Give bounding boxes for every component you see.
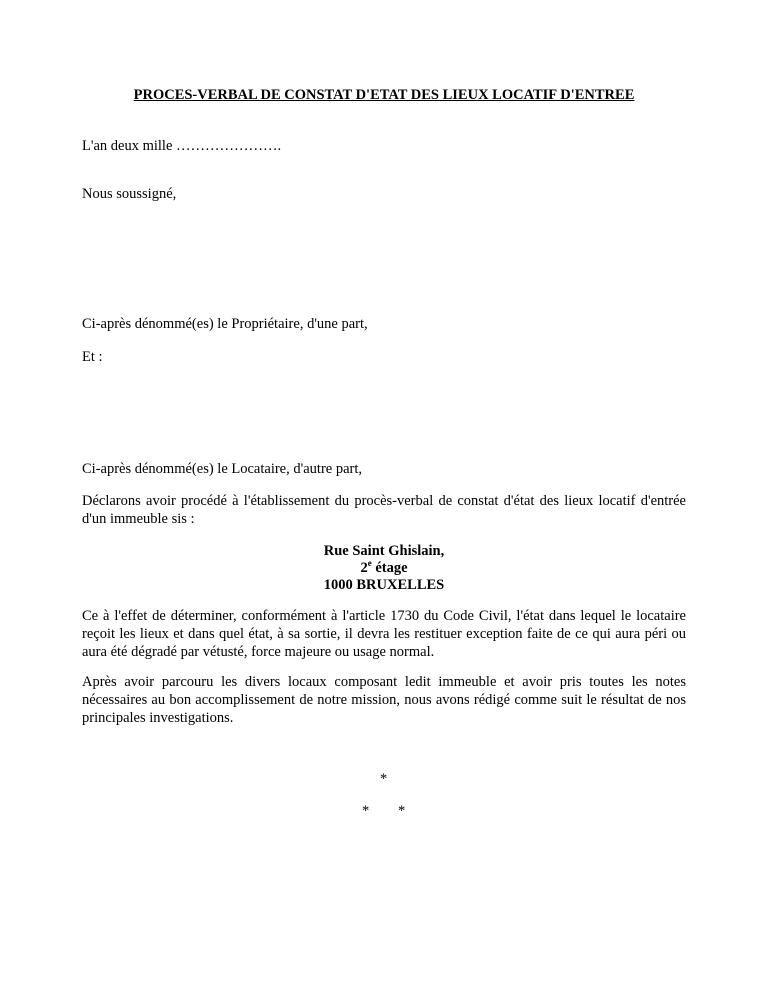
owner-line: Ci-après dénommé(es) le Propriétaire, d'une part,: [82, 316, 368, 332]
floor-number: 2: [360, 560, 368, 576]
separator-star-top: *: [380, 771, 388, 787]
declaration-paragraph: Déclarons avoir procédé à l'établissement du procès-verbal de constat d'état des lieux locatif d'entrée d'un immeuble sis :: [82, 493, 686, 527]
address-street: Rue Saint Ghislain,: [323, 543, 445, 559]
investigation-paragraph: Après avoir parcouru les divers locaux composant ledit immeuble et avoir pris toutes les notes nécessaires au bon accomplissement de notre mission, nous avons rédigé comme suit le résultat de nos principales investigations.: [82, 674, 686, 726]
document-title: PROCES-VERBAL DE CONSTAT D'ETAT DES LIEUX LOCATIF D'ENTREE: [133, 87, 635, 103]
address-city: 1000 BRUXELLES: [323, 577, 445, 593]
tenant-line: Ci-après dénommé(es) le Locataire, d'autre part,: [82, 461, 362, 477]
floor-word: étage: [371, 560, 408, 576]
undersigned-line: Nous soussigné,: [82, 186, 177, 202]
purpose-paragraph: Ce à l'effet de déterminer, conformément à l'article 1730 du Code Civil, l'état dans lequel le locataire reçoit les lieux et dans quel état, à sa sortie, il devra les restituer exception faite de ce qui aura péri ou aura été dégradé par vétusté, force majeure ou usage normal.: [82, 608, 686, 660]
address-floor: [0, 559, 768, 576]
property-address: [0, 542, 768, 593]
and-line: Et :: [82, 349, 103, 365]
separator-star-right: *: [398, 803, 406, 819]
floor-superscript: e: [367, 558, 372, 569]
year-line: L'an deux mille ………………….: [82, 138, 282, 154]
separator-star-left: *: [362, 803, 370, 819]
